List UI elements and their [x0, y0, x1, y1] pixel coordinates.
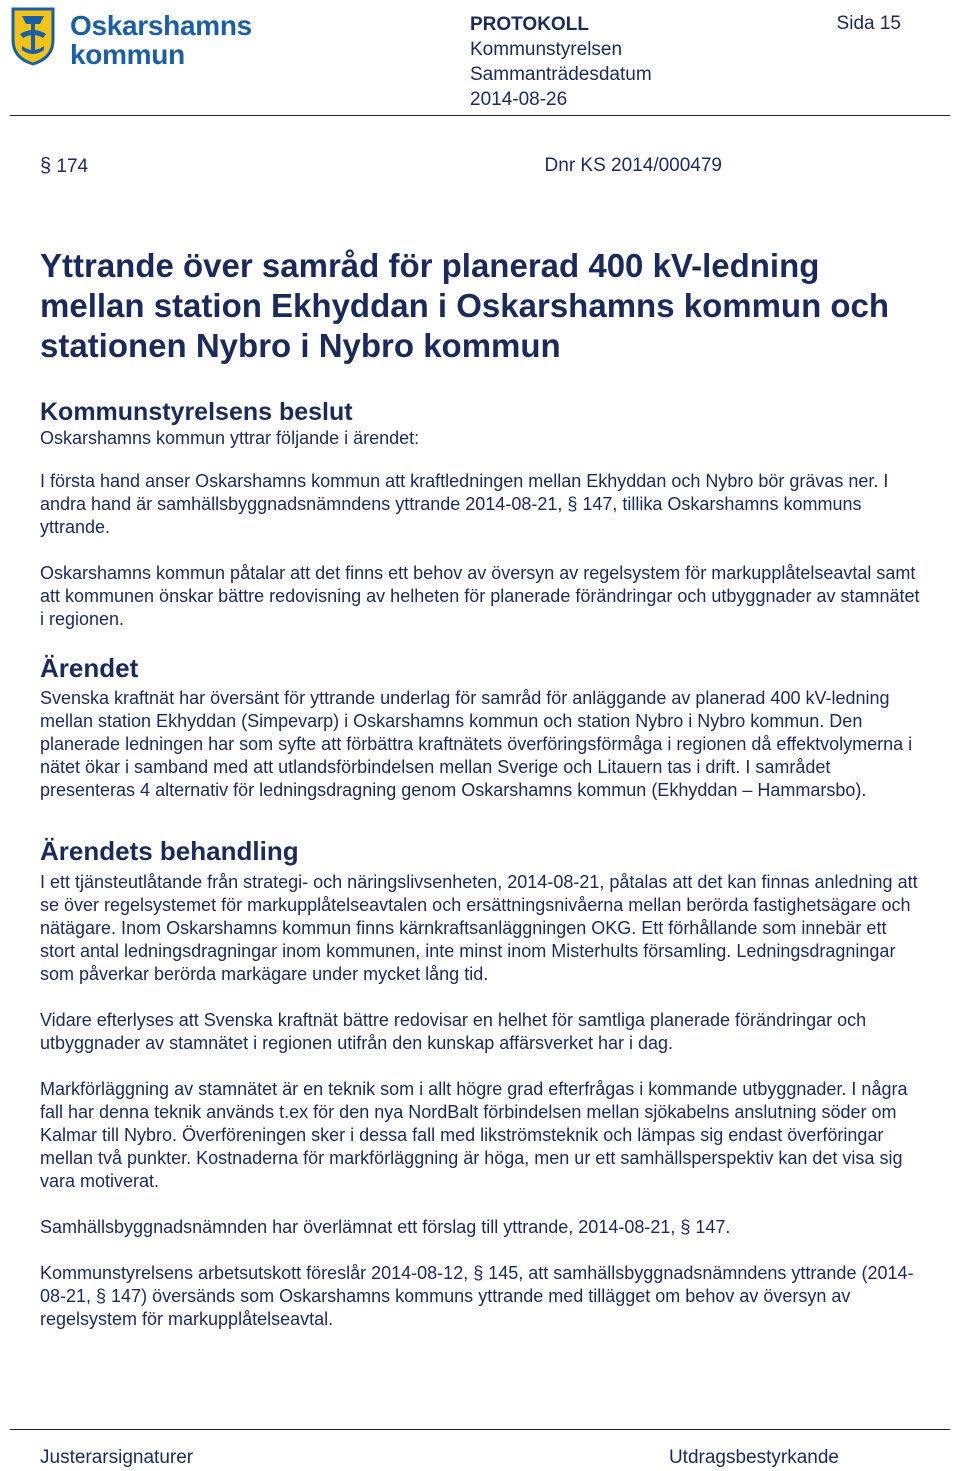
logo-wordmark [70, 12, 252, 70]
beslut-intro: Oskarshamns kommun yttrar följande i ärendet: [40, 428, 420, 448]
meeting-date-label: Sammanträdesdatum [470, 64, 652, 85]
header-meta [470, 12, 652, 112]
behandling-paragraph: Vidare efterlyses att Svenska kraftnät bättre redovisar en helhet för samtliga planerade förändringar och utbyggnader av stamnätet i regionen utifrån den kunskap affärsverket har i dag. [40, 1010, 867, 1053]
municipality-logo [10, 6, 270, 70]
beslut-paragraph: Oskarshamns kommun påtalar att det finns ett behov av översyn av regelsystem för markupplåtelseavtal samt att kommunen önskar bättre redovisning av helheten för planerade förändringar och utbyggnader av stamnätet i regionen. [40, 563, 920, 629]
beslut-paragraph: I första hand anser Oskarshamns kommun att kraftledningen mellan Ekhyddan och Nybro bör grävas ner. I andra hand är samhällsbyggnadsnämndens yttrande 2014-08-21, § 147, tillika Oskarshamns kommuns yttrande. [40, 471, 889, 537]
page-number: Sida 15 [836, 13, 901, 34]
behandling-section [40, 836, 925, 1331]
behandling-paragraph: Kommunstyrelsens arbetsutskott föreslår 2014-08-12, § 145, att samhällsbyggnadsnämndens yttrande (2014-08-21, § 147) översänds som Oskarshamns kommuns yttrande med tillägget om behov av översyn av regelsystem för markupplåtelseavtal. [40, 1263, 914, 1329]
footer-divider [10, 1429, 950, 1430]
dnr-number: Dnr KS 2014/000479 [544, 155, 722, 176]
behandling-paragraph: Samhällsbyggnadsnämnden har överlämnat ett förslag till yttrande, 2014-08-21, § 147. [40, 1217, 731, 1237]
logo-line-1: Oskarshamns [70, 10, 252, 41]
coat-of-arms-icon [10, 6, 56, 66]
signature-label: Justerarsignaturer [40, 1447, 194, 1468]
arendet-section [40, 653, 925, 802]
extract-certification-label: Utdragsbestyrkande [668, 1447, 839, 1468]
behandling-heading: Ärendets behandling [40, 836, 299, 866]
header-divider [10, 115, 950, 116]
meeting-date: 2014-08-26 [470, 89, 568, 110]
paragraph-number: 174 [56, 156, 89, 177]
document-type: PROTOKOLL [470, 14, 589, 35]
beslut-section [40, 397, 925, 631]
arendet-paragraph: Svenska kraftnät har översänt för yttrande underlag för samråd för anläggande av planerad 400 kV-ledning mellan station Ekhyddan (Simpevarp) i Oskarshamns kommun och station Nybro i Nybro kommun. Den planerade ledningen har som syfte att förbättra kraftnätets överföringsförmåga i regionen då effektvolymerna i nätet ökar i samband med att utlandsförbindelsen mellan Sverige och Litauern tas i drift. I samrådet presenteras 4 alternativ för ledningsdragning genom Oskarshamns kommun (Ekhyddan – Hammarsbo). [40, 688, 913, 800]
beslut-heading: Kommunstyrelsens beslut [40, 398, 353, 426]
arendet-heading: Ärendet [40, 653, 139, 683]
organ: Kommunstyrelsen [470, 39, 623, 60]
behandling-paragraph: I ett tjänsteutlåtande från strategi- och näringslivsenheten, 2014-08-21, påtalas att det kan finnas anledning att se över regelsystemet för markupplåtelseavtalen och ersättningsnivåerna mellan berörda fastighetsägare och nätägare. Inom Oskarshamns kommun finns kärnkraftsanläggningen OKG. Ett förhållande som innebär ett stort antal ledningsdragningar inom kommunen, inte minst inom Misterhults församling. Ledningsdragningar som påverkar berörda markägare under mycket lång tid. [40, 872, 918, 984]
case-meta [40, 155, 722, 178]
case-title: Yttrande över samråd för planerad 400 kV-ledning mellan station Ekhyddan i Oskarshamns kommun och stationen Nybro i Nybro kommun [40, 247, 890, 364]
logo-line-2: kommun [70, 39, 185, 70]
document-body [40, 397, 925, 1331]
paragraph-symbol: § [40, 155, 52, 177]
behandling-paragraph: Markförläggning av stamnätet är en teknik som i allt högre grad efterfrågas i kommande utbyggnader. I några fall har denna teknik används t.ex för den nya NordBalt förbindelsen mellan sjökabelns anslutning söder om Kalmar till Nybro. Överföreningen sker i dessa fall med likströmsteknik och lämpas sig endast överföringar mellan två punkter. Kostnaderna för markförläggning är höga, men ur ett samhällsperspektiv kan det visa sig vara motiverat. [40, 1079, 908, 1191]
